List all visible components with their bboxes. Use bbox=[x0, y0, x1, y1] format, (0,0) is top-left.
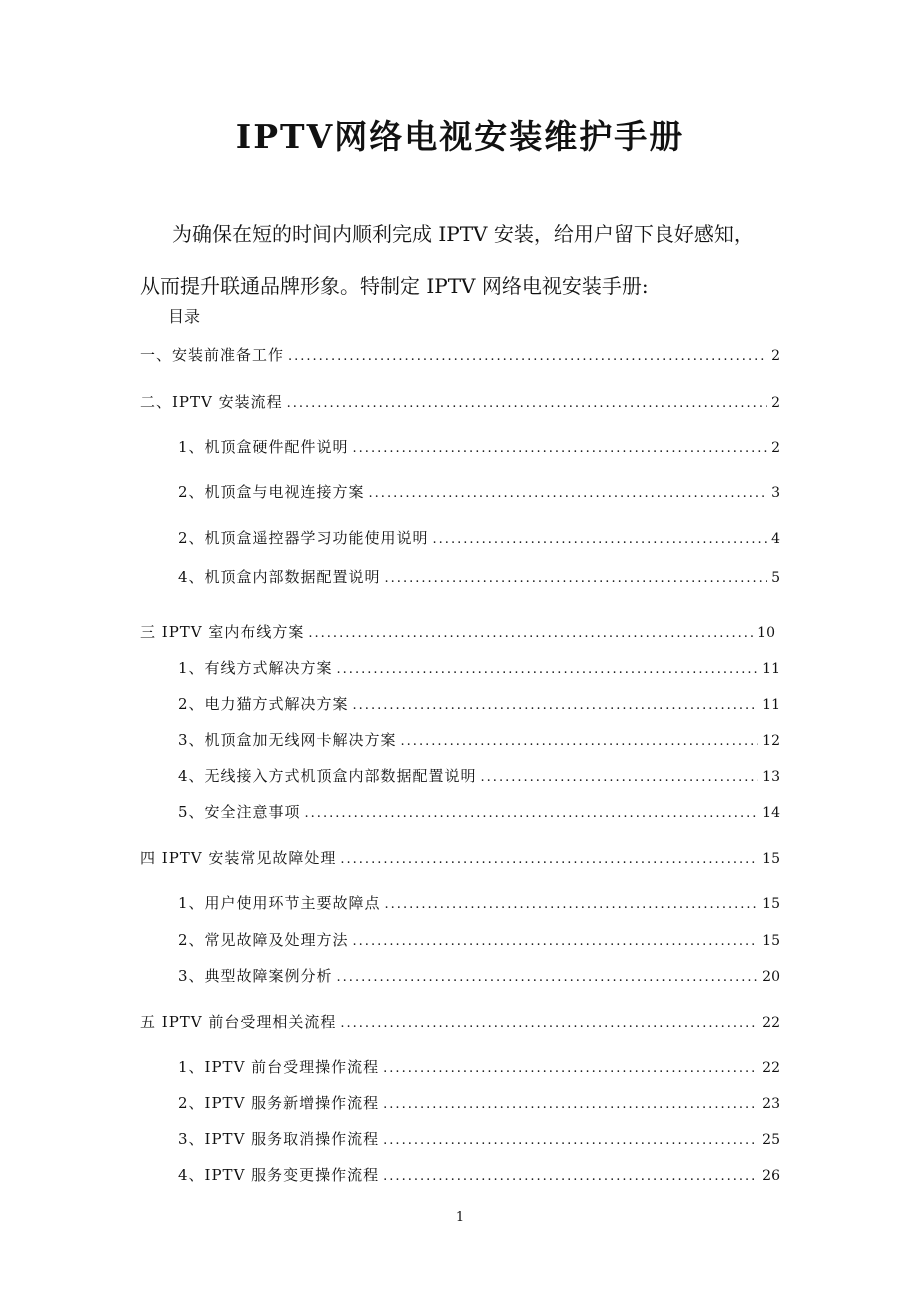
toc-entry-text: 2、常见故障及处理方法 bbox=[178, 931, 349, 949]
document-title: IPTV网络电视安装维护手册 bbox=[235, 117, 685, 156]
toc-leader-dots bbox=[337, 970, 759, 985]
toc-entry-text: 3、IPTV 服务取消操作流程 bbox=[178, 1130, 380, 1148]
toc-entry-text: 4、无线接入方式机顶盒内部数据配置说明 bbox=[178, 767, 477, 785]
toc-entry-text: 1、用户使用环节主要故障点 bbox=[178, 894, 381, 912]
toc-entry-text: 4、IPTV 服务变更操作流程 bbox=[178, 1166, 380, 1184]
toc-leader-dots bbox=[383, 1061, 758, 1076]
toc-entry-page: 5 bbox=[771, 570, 780, 586]
toc-entry-section-4[interactable] bbox=[140, 847, 780, 867]
toc-leader-dots bbox=[340, 1016, 758, 1031]
toc-leader-dots bbox=[288, 349, 767, 364]
toc-entry-text: 一、安装前准备工作 bbox=[140, 346, 285, 364]
toc-entry-text: 1、IPTV 前台受理操作流程 bbox=[178, 1058, 380, 1076]
toc-leader-dots bbox=[353, 934, 759, 949]
toc-entry-text: 2、电力猫方式解决方案 bbox=[178, 695, 349, 713]
toc-entry-page: 11 bbox=[762, 697, 780, 713]
toc-entry-sub[interactable] bbox=[178, 1128, 780, 1148]
toc-entry-page: 11 bbox=[762, 661, 780, 677]
toc-leader-dots bbox=[385, 571, 768, 586]
toc-entry-text: 1、机顶盒硬件配件说明 bbox=[178, 438, 349, 456]
toc-entry-page: 22 bbox=[762, 1060, 780, 1076]
toc-entry-sub[interactable] bbox=[178, 1164, 780, 1184]
toc-heading: 目录 bbox=[168, 307, 201, 326]
toc-entry-page: 2 bbox=[771, 440, 780, 456]
intro-line-1: 为确保在短的时间内顺利完成 IPTV 安装，给用户留下良好感知， bbox=[172, 222, 754, 246]
toc-entry-page: 14 bbox=[762, 805, 780, 821]
toc-entry-section-5[interactable] bbox=[140, 1011, 780, 1031]
toc-entry-page: 10 bbox=[757, 625, 775, 641]
toc-entry-sub[interactable] bbox=[178, 729, 780, 749]
toc-entry-page: 2 bbox=[771, 395, 780, 411]
toc-leader-dots bbox=[383, 1169, 758, 1184]
toc-entry-page: 20 bbox=[762, 969, 780, 985]
toc-entry-page: 15 bbox=[762, 896, 780, 912]
toc-leader-dots bbox=[340, 852, 758, 867]
toc-leader-dots bbox=[308, 626, 753, 641]
toc-entry-text: 3、机顶盒加无线网卡解决方案 bbox=[178, 731, 397, 749]
toc-entry-page: 22 bbox=[762, 1015, 780, 1031]
toc-entry-page: 13 bbox=[762, 769, 780, 785]
toc-entry-text: 2、IPTV 服务新增操作流程 bbox=[178, 1094, 380, 1112]
toc-entry-text: 5、安全注意事项 bbox=[178, 803, 301, 821]
toc-entry-text: 3、典型故障案例分析 bbox=[178, 967, 333, 985]
toc-entry-text: 五 IPTV 前台受理相关流程 bbox=[140, 1013, 337, 1031]
toc-entry-sub[interactable] bbox=[178, 481, 780, 501]
toc-leader-dots bbox=[353, 698, 759, 713]
toc-entry-sub[interactable] bbox=[178, 929, 780, 949]
toc-entry-page: 23 bbox=[762, 1096, 780, 1112]
toc-entry-page: 15 bbox=[762, 851, 780, 867]
toc-entry-page: 15 bbox=[762, 933, 780, 949]
toc-entry-sub[interactable] bbox=[178, 693, 780, 713]
toc-entry-sub[interactable] bbox=[178, 657, 780, 677]
toc-entry-sub[interactable] bbox=[178, 436, 780, 456]
toc-leader-dots bbox=[481, 770, 759, 785]
toc-leader-dots bbox=[383, 1133, 758, 1148]
toc-entry-text: 2、机顶盒与电视连接方案 bbox=[178, 483, 365, 501]
toc-entry-page: 12 bbox=[762, 733, 780, 749]
toc-entry-section-2[interactable] bbox=[140, 391, 780, 411]
toc-entry-sub[interactable] bbox=[178, 1056, 780, 1076]
toc-leader-dots bbox=[305, 806, 759, 821]
toc-leader-dots bbox=[385, 897, 759, 912]
toc-entry-sub[interactable] bbox=[178, 892, 780, 912]
toc-entry-page: 4 bbox=[771, 531, 780, 547]
toc-entry-text: 2、机顶盒遥控器学习功能使用说明 bbox=[178, 529, 429, 547]
toc-entry-sub[interactable] bbox=[178, 1092, 780, 1112]
toc-entry-page: 3 bbox=[771, 485, 780, 501]
toc-entry-section-3[interactable] bbox=[140, 621, 775, 641]
toc-entry-sub[interactable] bbox=[178, 765, 780, 785]
toc-leader-dots bbox=[401, 734, 759, 749]
page-number: 1 bbox=[455, 1210, 465, 1225]
toc-leader-dots bbox=[287, 396, 767, 411]
toc-entry-sub[interactable] bbox=[178, 566, 780, 586]
toc-entry-page: 2 bbox=[771, 348, 780, 364]
toc-entry-section-1[interactable] bbox=[140, 344, 780, 364]
toc-leader-dots bbox=[369, 486, 768, 501]
toc-leader-dots bbox=[337, 662, 759, 677]
toc-entry-page: 26 bbox=[762, 1168, 780, 1184]
toc-entry-text: 4、机顶盒内部数据配置说明 bbox=[178, 568, 381, 586]
toc-entry-sub[interactable] bbox=[178, 965, 780, 985]
toc-entry-text: 1、有线方式解决方案 bbox=[178, 659, 333, 677]
toc-entry-sub[interactable] bbox=[178, 801, 780, 821]
toc-leader-dots bbox=[433, 532, 768, 547]
toc-entry-text: 三 IPTV 室内布线方案 bbox=[140, 623, 305, 641]
toc-entry-text: 二、IPTV 安装流程 bbox=[140, 393, 283, 411]
toc-entry-sub[interactable] bbox=[178, 527, 780, 547]
toc-leader-dots bbox=[383, 1097, 758, 1112]
toc-leader-dots bbox=[353, 441, 768, 456]
toc-entry-page: 25 bbox=[762, 1132, 780, 1148]
intro-line-2: 从而提升联通品牌形象。特制定 IPTV 网络电视安装手册: bbox=[140, 274, 649, 298]
toc-entry-text: 四 IPTV 安装常见故障处理 bbox=[140, 849, 337, 867]
